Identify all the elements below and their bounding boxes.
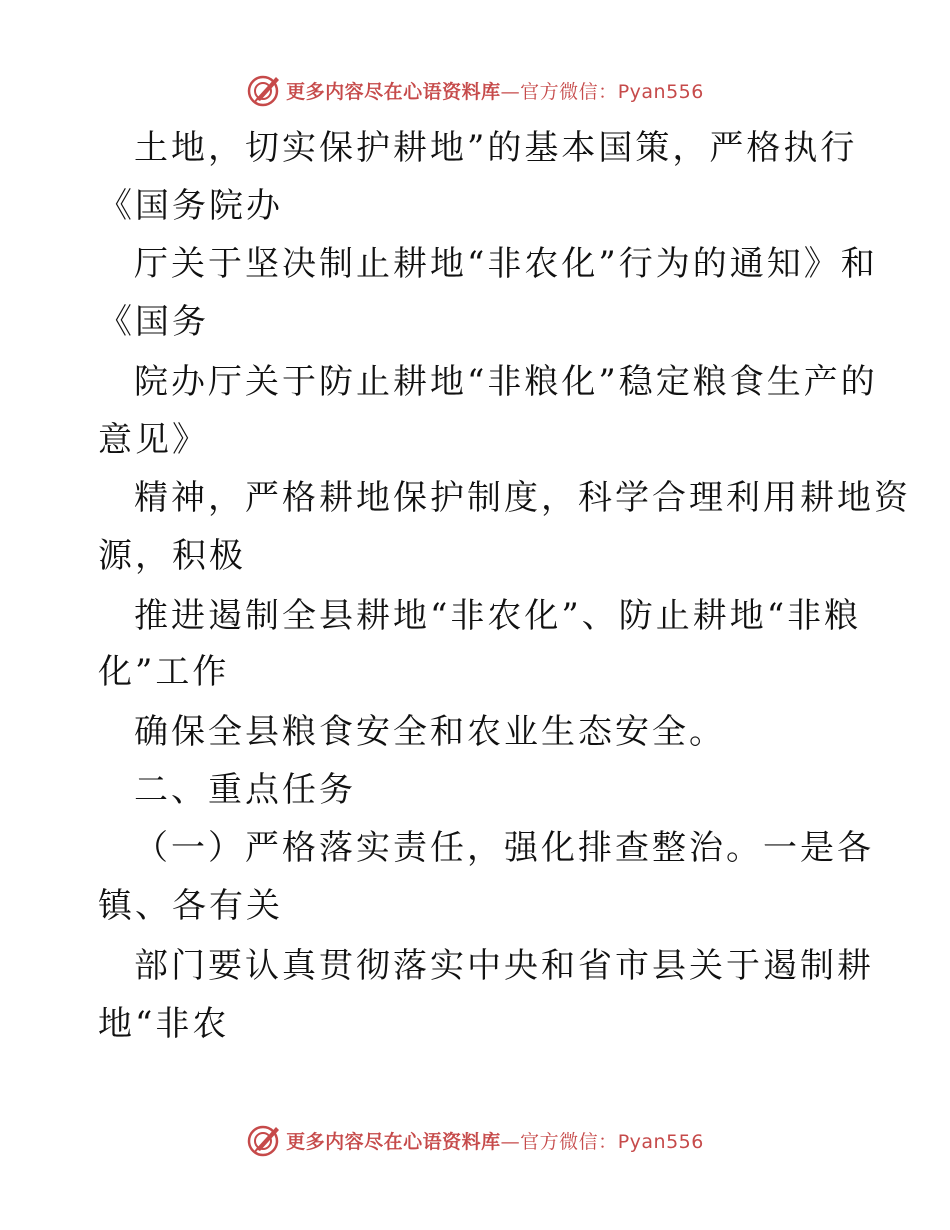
header-banner-main: 更多内容尽在心语资料库 <box>286 80 501 103</box>
footer-banner-text <box>286 1127 704 1154</box>
footer-banner-main: 更多内容尽在心语资料库 <box>286 1130 501 1153</box>
footer-banner <box>0 1120 950 1160</box>
paragraph-line: 意见》 <box>98 420 209 460</box>
paragraph-line: 《国务 <box>98 302 209 342</box>
paragraph-line: 源，积极 <box>98 536 246 576</box>
paragraph-line: 地“非农 <box>98 1004 230 1044</box>
paragraph-line: 镇、各有关 <box>98 886 283 926</box>
header-banner-id: Pyan556 <box>617 80 704 103</box>
paragraph-line: 土地，切实保护耕地”的基本国策，严格执行 <box>134 128 858 168</box>
quill-logo-icon <box>246 1122 282 1158</box>
paragraph-line: （一）严格落实责任，强化排查整治。一是各 <box>134 828 874 868</box>
paragraph-line: 确保全县粮食安全和农业生态安全。 <box>134 712 726 752</box>
header-banner-sub: 官方微信： <box>520 80 618 103</box>
paragraph-line: 精神，严格耕地保护制度，科学合理利用耕地资 <box>134 478 911 518</box>
paragraph-line: 推进遏制全县耕地“非农化”、防止耕地“非粮 <box>134 596 862 636</box>
header-banner-text <box>286 77 704 104</box>
footer-banner-sub: 官方微信： <box>520 1130 618 1153</box>
footer-banner-dash: — <box>500 1130 521 1153</box>
paragraph-line: 院办厅关于防止耕地“非粮化”稳定粮食生产的 <box>134 362 878 402</box>
paragraph-line: 《国务院办 <box>98 186 283 226</box>
paragraph-line: 厅关于坚决制止耕地“非农化”行为的通知》和 <box>134 244 878 284</box>
footer-banner-id: Pyan556 <box>617 1130 704 1153</box>
section-heading: 二、重点任务 <box>134 770 356 810</box>
paragraph-line: 部门要认真贯彻落实中央和省市县关于遏制耕 <box>134 946 874 986</box>
quill-logo-icon <box>246 72 282 108</box>
header-banner <box>0 70 950 110</box>
paragraph-line: 化”工作 <box>98 652 230 692</box>
header-banner-dash: — <box>500 80 521 103</box>
